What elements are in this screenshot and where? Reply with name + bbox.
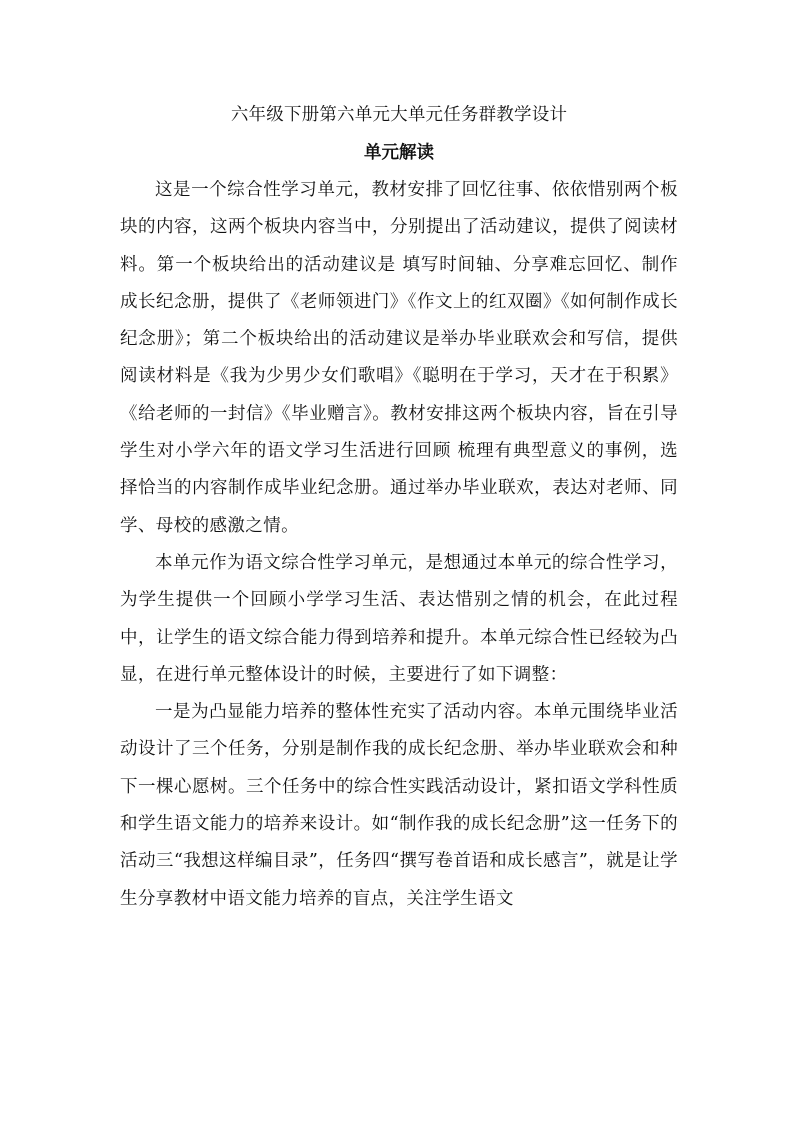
document-title: 六年级下册第六单元大单元任务群教学设计	[230, 105, 568, 125]
section-heading: 单元解读	[364, 143, 434, 163]
paragraph-unit-purpose: 本单元作为语文综合性学习单元，是想通过本单元的综合性学习，为学生提供一个回顾小学学习生活、表达惜别之情的机会，在此过程中，让学生的语文综合能力得到培养和提升。本单元综合性已经较为凸显，在进行单元整体设计的时候，主要进行了如下调整：	[120, 552, 678, 685]
paragraph-unit-overview: 这是一个综合性学习单元，教材安排了回忆往事、依依惜别两个板块的内容，这两个板块内容当中，分别提出了活动建议，提供了阅读材料。第一个板块给出的活动建议是 填写时间轴、分享难忘回忆、制作成长纪念册，提供了《老师领进门》《作文上的红双圈》《如何制作成长纪念册》；第二个板块给出的活动建议是举办毕业联欢会和写信，提供阅读材料是《我为少男少女们歌唱》《聪明在于学习，天才在于积累》《给老师的一封信》《毕业赠言》。教材安排这两个板块内容，旨在引导学生对小学六年的语文学习生活进行回顾 梳理有典型意义的事例，选择恰当的内容制作成毕业纪念册。通过举办毕业联欢，表达对老师、同学、母校的感激之情。	[120, 180, 678, 536]
paragraph-adjustment-one: 一是为凸显能力培养的整体性充实了活动内容。本单元围绕毕业活动设计了三个任务，分别是制作我的成长纪念册、举办毕业联欢会和种下一棵心愿树。三个任务中的综合性实践活动设计，紧扣语文学科性质和学生语文能力的培养来设计。如“制作我的成长纪念册”这一任务下的活动三“我想这样编目录”，任务四“撰写卷首语和成长感言”，就是让学生分享教材中语文能力培养的盲点，关注学生语文	[120, 702, 678, 909]
document-page	[120, 96, 678, 918]
